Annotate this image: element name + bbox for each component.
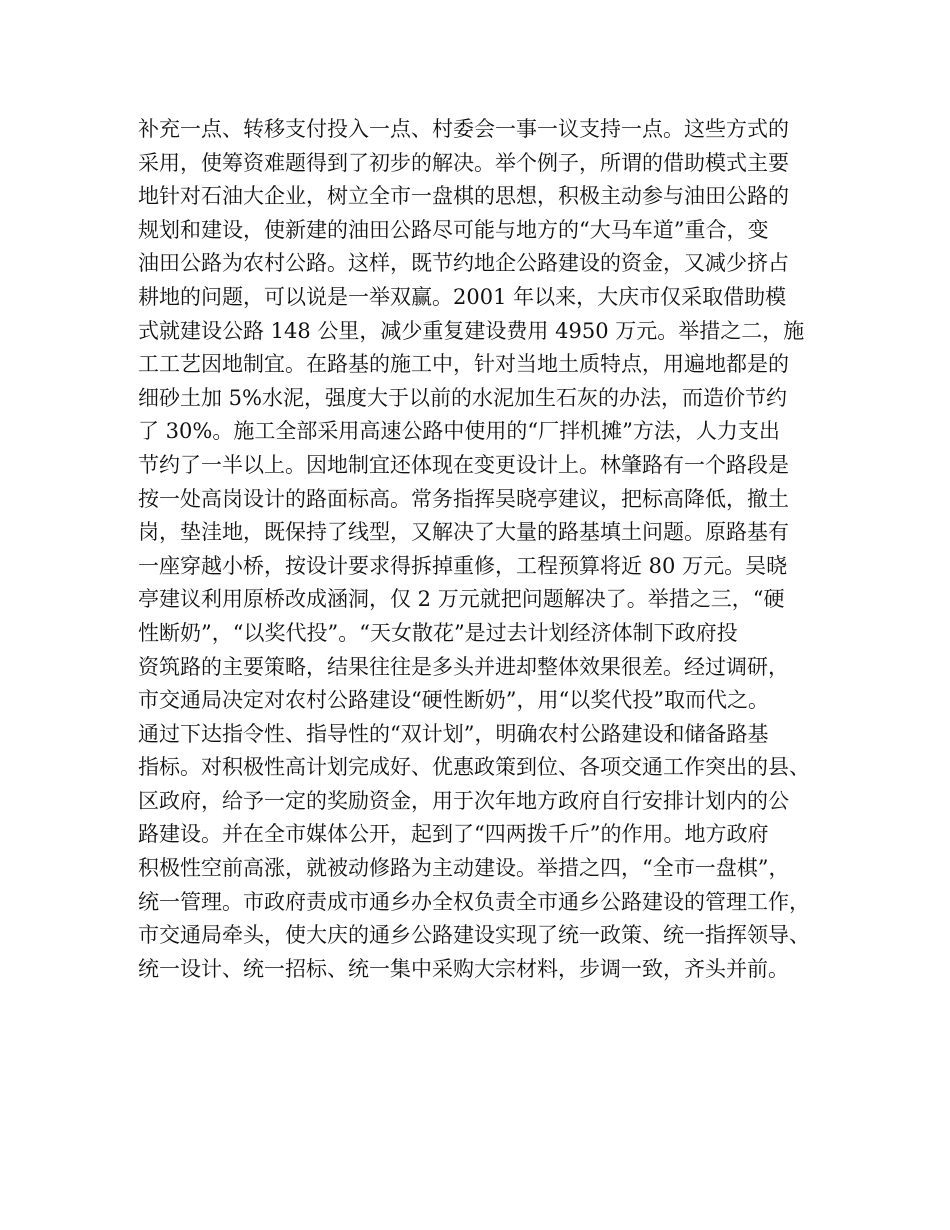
text-line: 式就建设公路 148 公里，减少重复建设费用 4950 万元。举措之二，施 [138,318,805,343]
body-paragraph [138,113,838,986]
text-line: 地针对石油大企业，树立全市一盘棋的思想，积极主动参与油田公路的 [138,184,789,209]
text-line: 节约了一半以上。因地制宜还体现在变更设计上。林肇路有一个路段是 [138,452,789,477]
text-line: 积极性空前高涨，就被动修路为主动建设。举措之四，“全市一盘棋”， [138,856,790,881]
text-line: 岗，垫洼地，既保持了线型，又解决了大量的路基填土问题。原路基有 [138,520,789,545]
text-line: 工工艺因地制宜。在路基的施工中，针对当地土质特点，用遍地都是的 [138,352,789,377]
text-line: 市交通局牵头，使大庆的通乡公路建设实现了统一政策、统一指挥领导、 [138,923,810,948]
text-line: 统一管理。市政府责成市通乡办全权负责全市通乡公路建设的管理工作， [138,889,810,914]
text-line: 一座穿越小桥，按设计要求得拆掉重修，工程预算将近 80 万元。吴晓 [138,553,788,578]
text-line: 通过下达指令性、指导性的“双计划”，明确农村公路建设和储备路基 [138,721,769,746]
text-line: 采用，使筹资难题得到了初步的解决。举个例子，所谓的借助模式主要 [138,150,789,175]
text-line: 资筑路的主要策略，结果往往是多头并进却整体效果很差。经过调研， [138,654,789,679]
text-line: 补充一点、转移支付投入一点、村委会一事一议支持一点。这些方式的 [138,117,789,141]
text-line: 亭建议利用原桥改成涵洞，仅 2 万元就把问题解决了。举措之三，“硬 [138,587,785,612]
text-line: 指标。对积极性高计划完成好、优惠政策到位、各项交通工作突出的县、 [138,755,810,780]
text-line: 统一设计、统一招标、统一集中采购大宗材料，步调一致，齐头并前。 [138,956,789,981]
text-line: 耕地的问题，可以说是一举双赢。2001 年以来，大庆市仅采取借助模 [138,284,787,309]
text-line: 市交通局决定对农村公路建设“硬性断奶”，用“以奖代投”取而代之。 [138,688,769,713]
text-line: 区政府，给予一定的奖励资金，用于次年地方政府自行安排计划内的公 [138,788,789,813]
text-line: 规划和建设，使新建的油田公路尽可能与地方的“大马车道”重合，变 [138,217,769,242]
text-line: 细砂土加 5%水泥，强度大于以前的水泥加生石灰的办法，而造价节约 [138,385,787,410]
text-line: 了 30%。施工全部采用高速公路中使用的“厂拌机摊”方法，人力支出 [138,419,780,444]
text-line: 油田公路为农村公路。这样，既节约地企公路建设的资金，又减少挤占 [138,251,789,276]
text-line: 路建设。并在全市媒体公开，起到了“四两拨千斤”的作用。地方政府 [138,822,769,847]
text-line: 性断奶”，“以奖代投”。“天女散花”是过去计划经济体制下政府投 [138,620,738,645]
text-line: 按一处高岗设计的路面标高。常务指挥吴晓亭建议，把标高降低，撤土 [138,486,789,511]
